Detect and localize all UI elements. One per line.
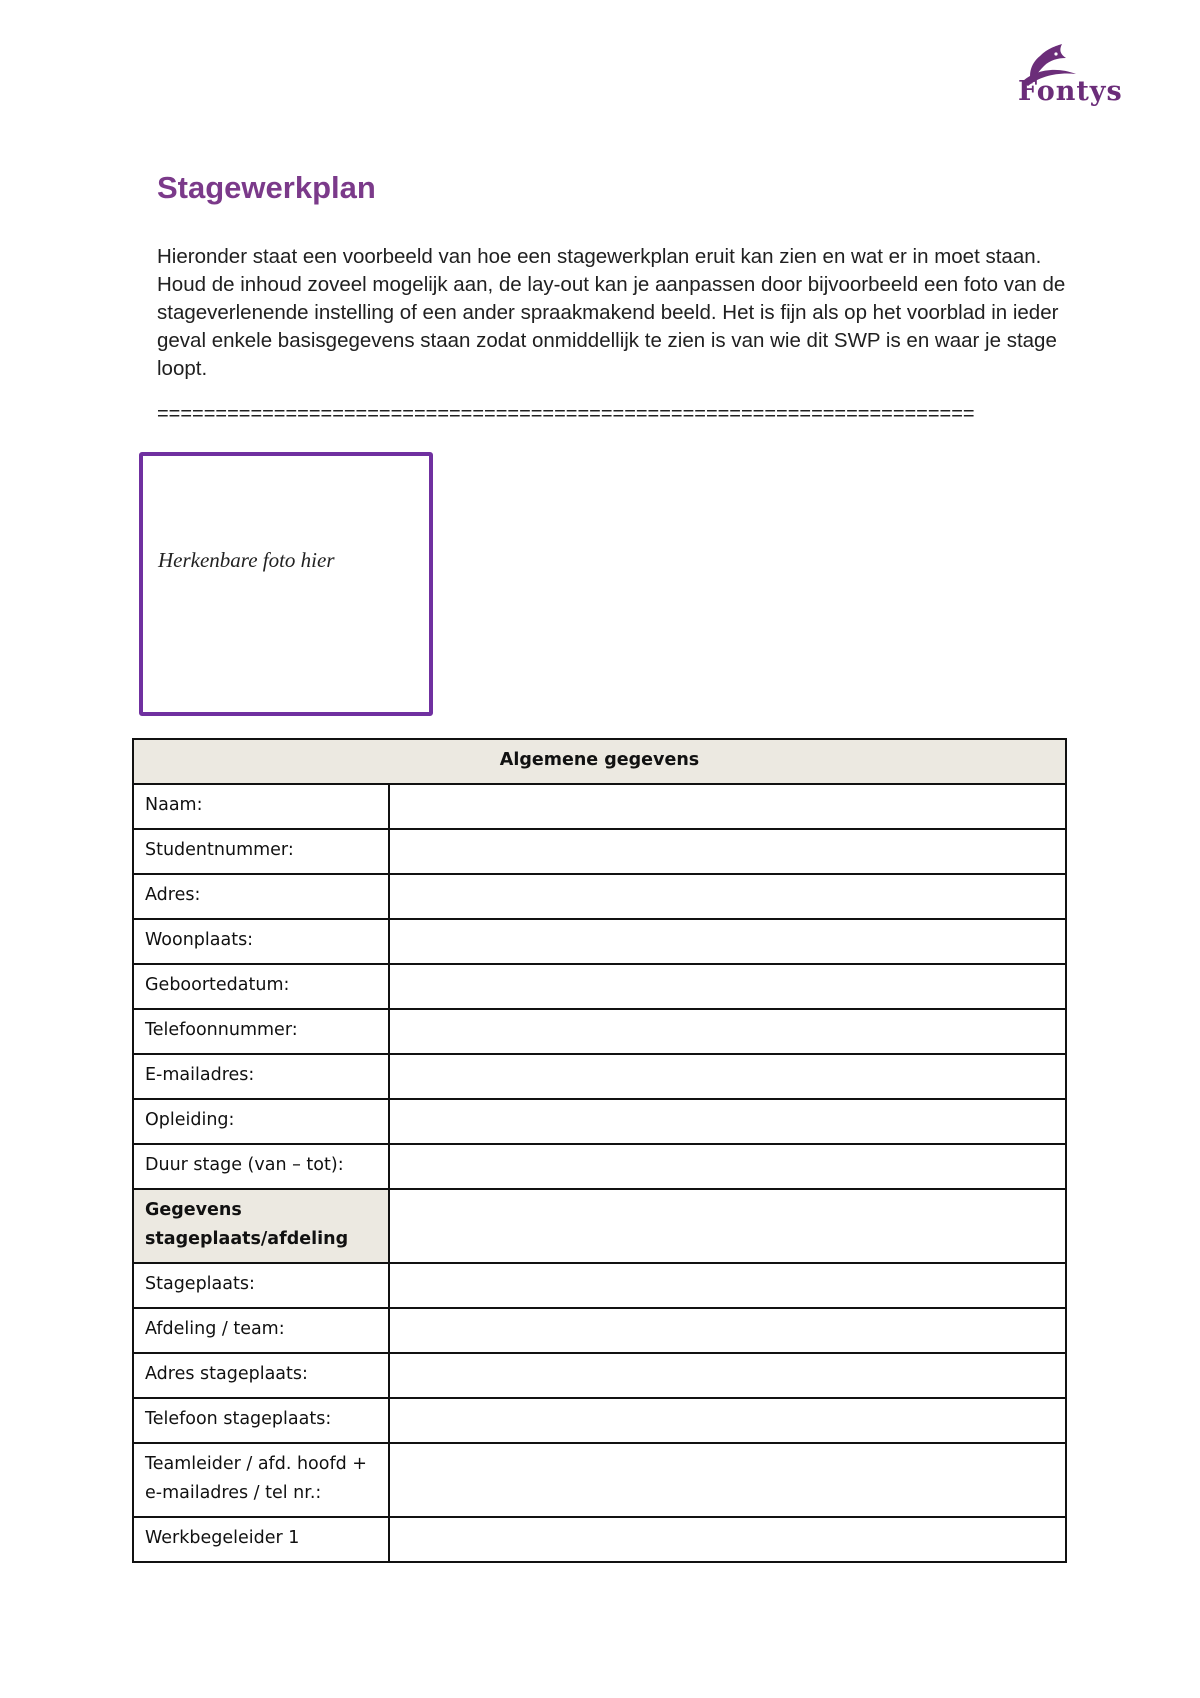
photo-placeholder-box[interactable] — [139, 452, 433, 716]
general-info-table — [132, 738, 1067, 1563]
field-value[interactable] — [389, 1353, 1066, 1398]
table-row — [133, 1308, 1066, 1353]
field-label: Adres: — [133, 874, 389, 919]
page-title: Stagewerkplan — [157, 170, 376, 205]
table-row — [133, 874, 1066, 919]
field-value[interactable] — [389, 784, 1066, 829]
fontys-logo — [1004, 42, 1130, 114]
table-row — [133, 1398, 1066, 1443]
field-label: Teamleider / afd. hoofd + e-mailadres / tel nr.: — [133, 1443, 389, 1517]
table-row — [133, 964, 1066, 1009]
field-value[interactable] — [389, 1189, 1066, 1263]
field-label: Afdeling / team: — [133, 1308, 389, 1353]
table-row — [133, 1144, 1066, 1189]
table-row — [133, 1517, 1066, 1562]
field-label: Woonplaats: — [133, 919, 389, 964]
field-label: Telefoon stageplaats: — [133, 1398, 389, 1443]
field-value[interactable] — [389, 964, 1066, 1009]
table-row — [133, 784, 1066, 829]
field-value[interactable] — [389, 1308, 1066, 1353]
table-row — [133, 1263, 1066, 1308]
field-value[interactable] — [389, 1054, 1066, 1099]
field-label: E-mailadres: — [133, 1054, 389, 1099]
table-row — [133, 1054, 1066, 1099]
field-label: Duur stage (van – tot): — [133, 1144, 389, 1189]
intro-paragraph: Hieronder staat een voorbeeld van hoe een stagewerkplan eruit kan zien en wat er in moet staan. Houd de inhoud zoveel mogelijk aan, de lay-out kan je aanpassen door bijvoorbeeld een foto van de stageverlenende instelling of een ander spraakmakend beeld. Het is fijn als op het voorblad in ieder geval enkele basisgegevens staan zodat onmiddellijk te zien is van wie dit SWP is en waar je stage loopt. — [157, 245, 1066, 380]
field-value[interactable] — [389, 1517, 1066, 1562]
field-value[interactable] — [389, 874, 1066, 919]
field-label: Naam: — [133, 784, 389, 829]
table-row — [133, 1443, 1066, 1517]
table-row — [133, 919, 1066, 964]
table-header: Algemene gegevens — [133, 739, 1066, 784]
field-label: Adres stageplaats: — [133, 1353, 389, 1398]
field-label: Studentnummer: — [133, 829, 389, 874]
field-value[interactable] — [389, 1099, 1066, 1144]
field-label: Telefoonnummer: — [133, 1009, 389, 1054]
field-label: Opleiding: — [133, 1099, 389, 1144]
table-row — [133, 1189, 1066, 1263]
field-value[interactable] — [389, 1398, 1066, 1443]
logo-wordmark: Fontys — [1018, 76, 1123, 107]
table-row — [133, 1353, 1066, 1398]
field-value[interactable] — [389, 1009, 1066, 1054]
field-value[interactable] — [389, 829, 1066, 874]
table-row — [133, 1009, 1066, 1054]
table-header-row — [133, 739, 1066, 784]
table-row — [133, 1099, 1066, 1144]
field-value[interactable] — [389, 1263, 1066, 1308]
field-label: Werkbegeleider 1 — [133, 1517, 389, 1562]
photo-placeholder-text: Herkenbare foto hier — [158, 548, 335, 572]
field-value[interactable] — [389, 1144, 1066, 1189]
field-value[interactable] — [389, 1443, 1066, 1517]
section-label: Gegevens stageplaats/afdeling — [133, 1189, 389, 1263]
field-label: Stageplaats: — [133, 1263, 389, 1308]
field-value[interactable] — [389, 919, 1066, 964]
field-label: Geboortedatum: — [133, 964, 389, 1009]
separator-line: ====================================================================== — [157, 403, 975, 425]
table-row — [133, 829, 1066, 874]
